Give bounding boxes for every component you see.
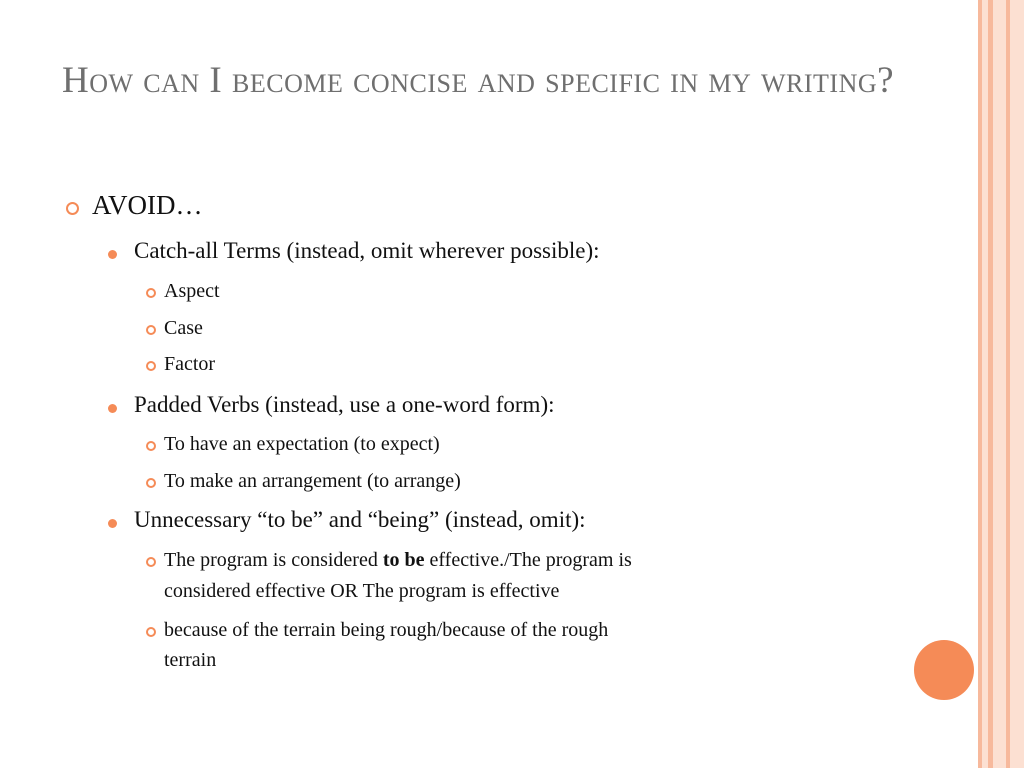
- list-item: [164, 545, 632, 576]
- dot-bullet-icon: [108, 404, 117, 413]
- list-item: Aspect: [164, 280, 220, 302]
- list-item: because of the terrain being rough/because of the rough: [164, 619, 609, 641]
- small-ring-bullet-icon: [146, 325, 156, 335]
- list-item: To have an expectation (to expect): [164, 433, 440, 455]
- dot-bullet-icon: [108, 519, 117, 528]
- section-heading: Catch-all Terms (instead, omit wherever possible):: [134, 238, 600, 263]
- section-heading: Unnecessary “to be” and “being” (instead, omit):: [134, 507, 586, 532]
- list-item-continuation: considered effective OR The program is effective: [164, 580, 560, 602]
- example-text: effective./The program is: [424, 549, 632, 571]
- section-heading: Padded Verbs (instead, use a one-word form):: [134, 392, 555, 417]
- slide-title: How can I become concise and specific in my writing?: [62, 60, 895, 101]
- ring-bullet-icon: [66, 202, 79, 215]
- small-ring-bullet-icon: [146, 361, 156, 371]
- small-ring-bullet-icon: [146, 288, 156, 298]
- example-emphasis: to be: [382, 549, 425, 571]
- small-ring-bullet-icon: [146, 478, 156, 488]
- small-ring-bullet-icon: [146, 441, 156, 451]
- dot-bullet-icon: [108, 250, 117, 259]
- small-ring-bullet-icon: [146, 557, 156, 567]
- list-item: Factor: [164, 353, 216, 375]
- example-text: The program is considered: [164, 549, 383, 571]
- list-item: Case: [164, 317, 203, 339]
- list-item-continuation: terrain: [164, 649, 217, 671]
- list-item: To make an arrangement (to arrange): [164, 470, 461, 492]
- avoid-heading: AVOID…: [92, 190, 203, 220]
- small-ring-bullet-icon: [146, 627, 156, 637]
